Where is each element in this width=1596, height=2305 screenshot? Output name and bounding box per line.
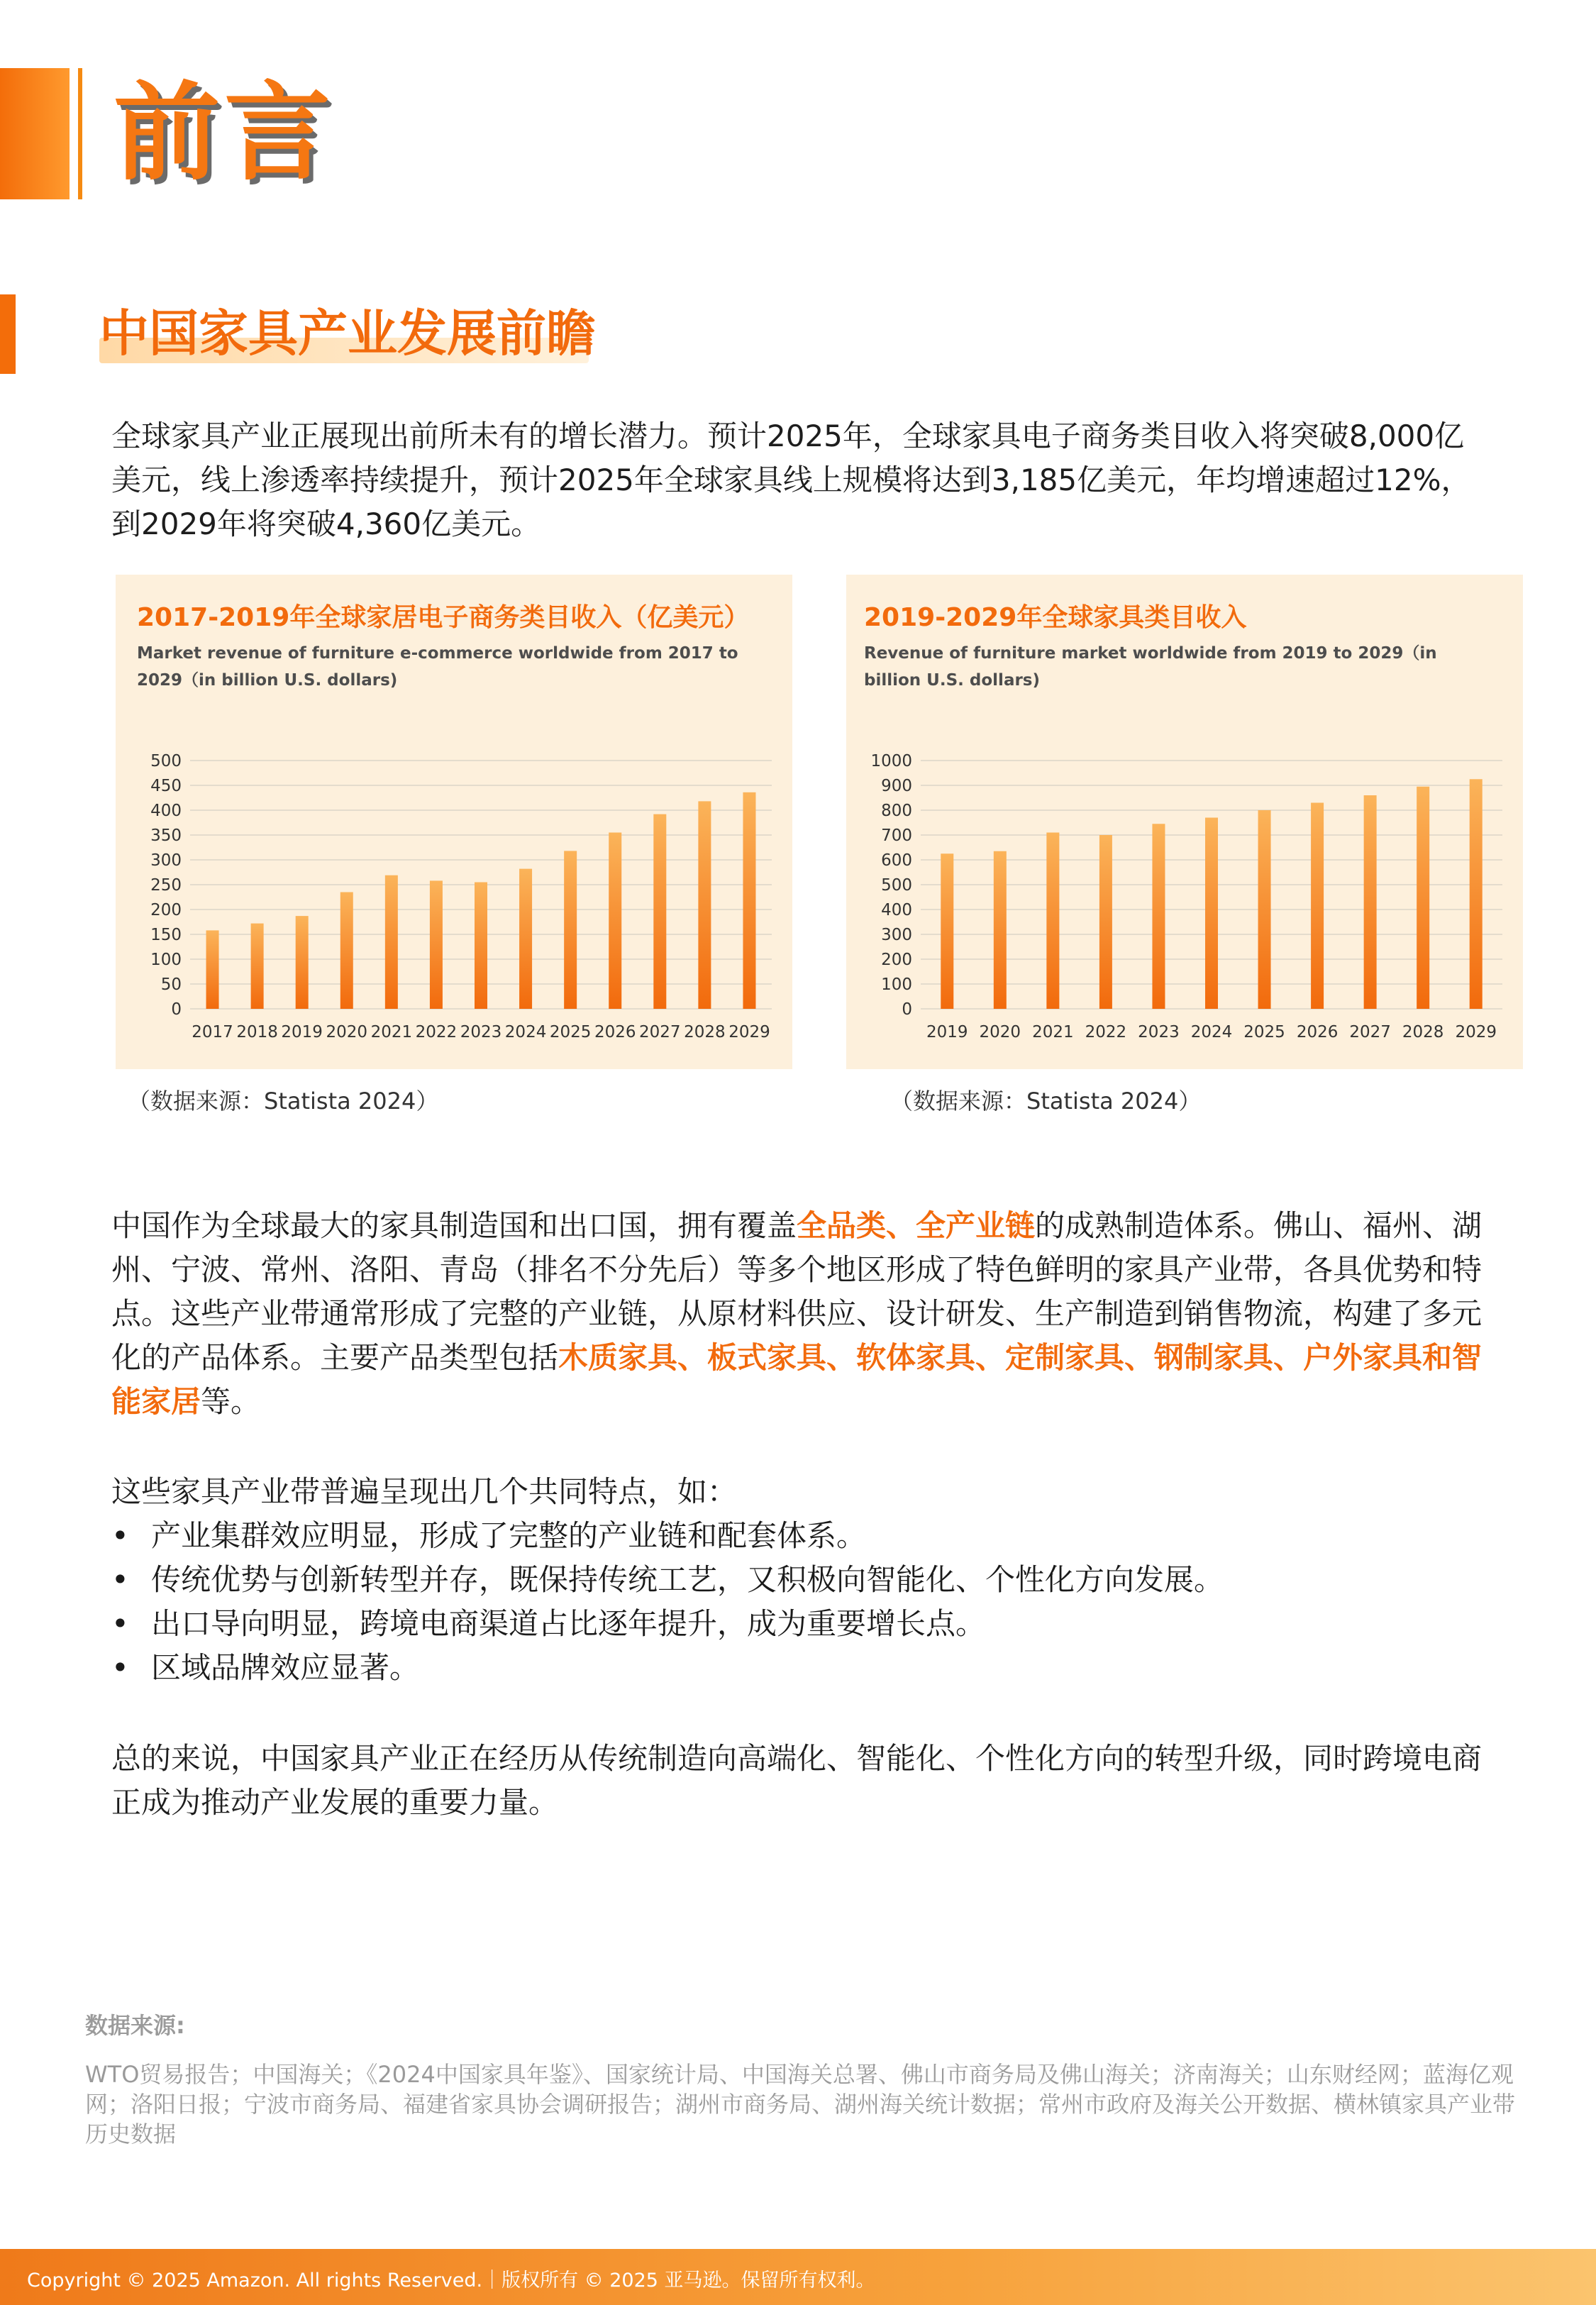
bar bbox=[1258, 810, 1271, 1009]
chart-title: 2019-2029年全球家具类目收入 bbox=[864, 603, 1247, 632]
bar bbox=[206, 930, 219, 1009]
bar bbox=[475, 883, 487, 1010]
bar bbox=[296, 916, 309, 1009]
bar bbox=[430, 880, 443, 1009]
highlight-text: 木质家具、板式家具、软体家具、定制家具、钢制家具、户外家具和智能家居 bbox=[111, 1340, 1483, 1419]
industry-paragraph bbox=[111, 1204, 1487, 1424]
x-tick-label: 2024 bbox=[1190, 1023, 1233, 1041]
y-tick-label: 100 bbox=[881, 975, 912, 994]
x-tick-label: 2026 bbox=[1296, 1023, 1339, 1041]
list-item: • 传统优势与创新转型并存，既保持传统工艺，又积极向智能化、个性化方向发展。 bbox=[111, 1558, 1487, 1602]
text-run: 的成熟制造体系。佛山、福州、湖州、宁波、常州、洛阳、青岛（排名不分先后）等多个地区形成了特色鲜明的家具产业带，各具优势和特点。这些产业带通常形成了完整的产业链，从原材料供应、设计研发、生产制造到销售物流，构建了多元化的产品体系。主要产品类型包括 bbox=[111, 1208, 1483, 1375]
y-tick-label: 50 bbox=[160, 975, 182, 994]
bar bbox=[1152, 824, 1165, 1009]
bar-chart-market bbox=[846, 575, 1523, 1069]
bar bbox=[564, 851, 577, 1009]
y-tick-label: 1000 bbox=[870, 752, 912, 770]
chart-subtitle: Market revenue of furniture e-commerce worldwide from 2017 to 2029（in billion U.S. dollars) bbox=[137, 644, 738, 690]
bar bbox=[340, 892, 353, 1010]
intro-paragraph: 全球家具产业正展现出前所未有的增长潜力。预计2025年，全球家具电子商务类目收入将突破8,000亿美元，线上渗透率持续提升，预计2025年全球家具线上规模将达到3,185亿美元，年均增速超过12%，到2029年将突破4,360亿美元。 bbox=[111, 419, 1471, 541]
list-item: • 区域品牌效应显著。 bbox=[111, 1646, 1487, 1690]
bar bbox=[385, 875, 398, 1009]
y-tick-label: 600 bbox=[881, 851, 912, 870]
y-tick-label: 450 bbox=[150, 777, 182, 795]
y-tick-label: 0 bbox=[171, 1000, 182, 1019]
x-tick-label: 2026 bbox=[594, 1023, 636, 1041]
y-tick-label: 400 bbox=[881, 901, 912, 919]
list-item: • 产业集群效应明显，形成了完整的产业链和配套体系。 bbox=[111, 1514, 1487, 1558]
bar bbox=[994, 851, 1007, 1009]
sources-title: 数据来源: bbox=[85, 2012, 185, 2039]
x-tick-label: 2019 bbox=[281, 1023, 323, 1041]
bar-chart-ecommerce bbox=[116, 575, 792, 1069]
text-run: 等。 bbox=[201, 1384, 261, 1419]
bar bbox=[1205, 818, 1218, 1010]
bar bbox=[519, 869, 532, 1009]
y-tick-label: 350 bbox=[150, 827, 182, 845]
bar bbox=[1417, 787, 1429, 1009]
y-tick-label: 150 bbox=[150, 926, 182, 944]
bar bbox=[1311, 803, 1324, 1010]
features-list bbox=[111, 1514, 1487, 1690]
y-tick-label: 250 bbox=[150, 876, 182, 895]
bar bbox=[1364, 795, 1377, 1009]
chart-source: （数据来源：Statista 2024） bbox=[890, 1088, 1202, 1115]
y-tick-label: 900 bbox=[881, 777, 912, 795]
x-tick-label: 2020 bbox=[326, 1023, 368, 1041]
y-tick-label: 400 bbox=[150, 802, 182, 820]
x-tick-label: 2025 bbox=[549, 1023, 592, 1041]
header-accent-line bbox=[78, 68, 82, 199]
highlight-text: 全品类、全产业链 bbox=[797, 1208, 1036, 1243]
x-tick-label: 2025 bbox=[1243, 1023, 1285, 1041]
x-tick-label: 2023 bbox=[1138, 1023, 1180, 1041]
x-tick-label: 2021 bbox=[370, 1023, 413, 1041]
x-tick-label: 2022 bbox=[1085, 1023, 1127, 1041]
y-tick-label: 300 bbox=[881, 926, 912, 944]
x-tick-label: 2027 bbox=[639, 1023, 681, 1041]
y-tick-label: 800 bbox=[881, 802, 912, 820]
bar bbox=[743, 792, 755, 1009]
bar bbox=[653, 814, 666, 1009]
bar bbox=[941, 853, 953, 1009]
x-tick-label: 2023 bbox=[460, 1023, 502, 1041]
chart-panel-ecommerce bbox=[116, 575, 792, 1069]
y-tick-label: 500 bbox=[150, 752, 182, 770]
x-tick-label: 2017 bbox=[192, 1023, 233, 1041]
x-tick-label: 2022 bbox=[415, 1023, 458, 1041]
page-title: 前言 bbox=[113, 72, 336, 195]
y-tick-label: 100 bbox=[150, 951, 182, 969]
bar bbox=[1046, 833, 1059, 1010]
bar bbox=[609, 833, 621, 1010]
y-tick-label: 700 bbox=[881, 827, 912, 845]
section-title: 中国家具产业发展前瞻 bbox=[99, 304, 596, 363]
x-tick-label: 2020 bbox=[979, 1023, 1021, 1041]
x-tick-label: 2027 bbox=[1349, 1023, 1391, 1041]
bar bbox=[1470, 779, 1483, 1009]
features-lead: 这些家具产业带普遍呈现出几个共同特点，如： bbox=[111, 1474, 738, 1509]
x-tick-label: 2019 bbox=[926, 1023, 968, 1041]
bar bbox=[251, 924, 264, 1009]
chart-panel-market bbox=[846, 575, 1523, 1069]
y-tick-label: 200 bbox=[881, 951, 912, 969]
x-tick-label: 2028 bbox=[1402, 1023, 1444, 1041]
header-accent-block bbox=[0, 68, 70, 199]
y-tick-label: 0 bbox=[902, 1000, 912, 1019]
copyright-text: Copyright © 2025 Amazon. All rights Reserved.｜版权所有 © 2025 亚马逊。保留所有权利。 bbox=[27, 2270, 875, 2292]
x-tick-label: 2021 bbox=[1032, 1023, 1074, 1041]
sources-text: WTO贸易报告；中国海关；《2024中国家具年鉴》、国家统计局、中国海关总署、佛山市商务局及佛山海关；济南海关；山东财经网；蓝海亿观网；洛阳日报；宁波市商务局、福建省家具协会调研报告；湖州市商务局、湖州海关统计数据；常州市政府及海关公开数据、横林镇家具产业带历史数据 bbox=[85, 2061, 1516, 2148]
section-accent-bar bbox=[0, 294, 16, 374]
y-tick-label: 200 bbox=[150, 901, 182, 919]
conclusion-paragraph: 总的来说，中国家具产业正在经历从传统制造向高端化、智能化、个性化方向的转型升级，同时跨境电商正成为推动产业发展的重要力量。 bbox=[111, 1741, 1483, 1820]
y-tick-label: 300 bbox=[150, 851, 182, 870]
y-tick-label: 500 bbox=[881, 876, 912, 895]
x-tick-label: 2029 bbox=[1455, 1023, 1497, 1041]
chart-title: 2017-2019年全球家居电子商务类目收入（亿美元） bbox=[137, 603, 750, 632]
x-tick-label: 2028 bbox=[684, 1023, 726, 1041]
chart-subtitle: Revenue of furniture market worldwide from 2019 to 2029（in billion U.S. dollars) bbox=[864, 644, 1437, 690]
chart-source: （数据来源：Statista 2024） bbox=[128, 1088, 439, 1115]
list-item: • 出口导向明显，跨境电商渠道占比逐年提升，成为重要增长点。 bbox=[111, 1602, 1487, 1646]
bar bbox=[698, 801, 711, 1009]
x-tick-label: 2029 bbox=[728, 1023, 770, 1041]
bar bbox=[1099, 835, 1112, 1009]
x-tick-label: 2024 bbox=[504, 1023, 547, 1041]
text-run: 中国作为全球最大的家具制造国和出口国，拥有覆盖 bbox=[111, 1208, 797, 1243]
x-tick-label: 2018 bbox=[236, 1023, 278, 1041]
